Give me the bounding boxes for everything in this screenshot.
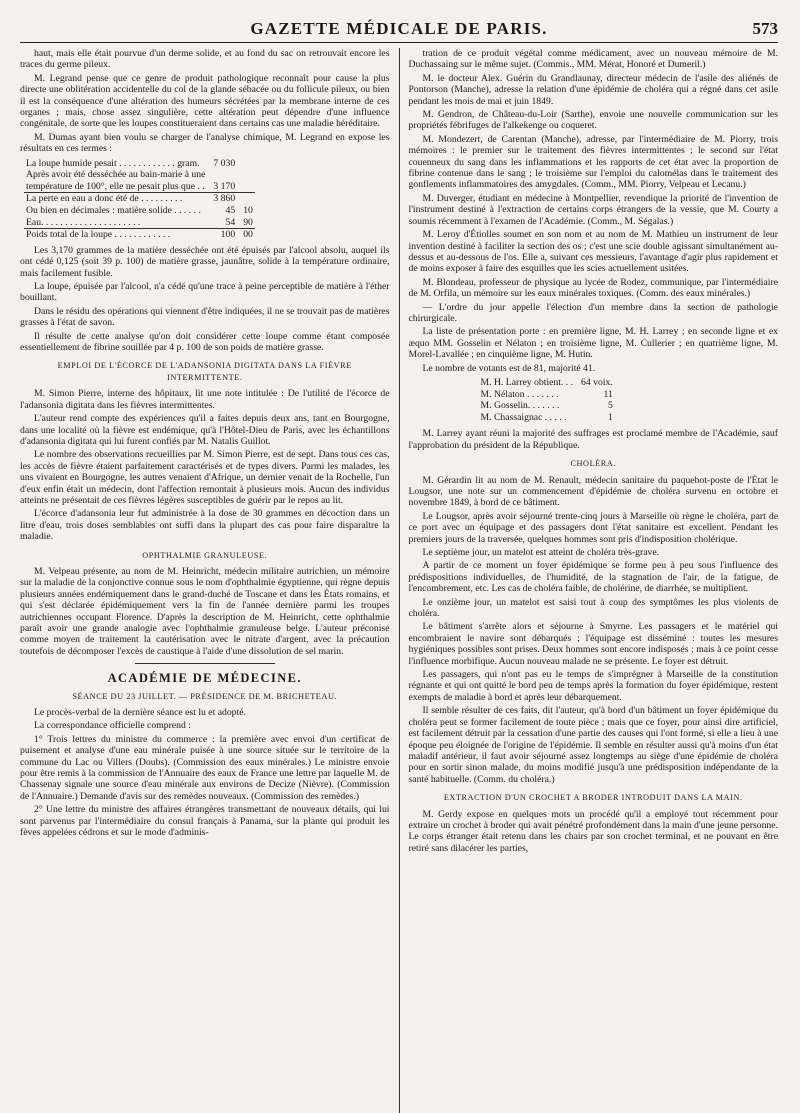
paragraph: La liste de présentation porte : en première ligne, M. H. Larrey ; en seconde ligne et ex æquo MM. Gosselin et Nélaton ; en troisième ligne, M. Cullerier ; en quatrième ligne, M. Morel-Lavallée ; en cinquième ligne, M. Hutin. — [408, 326, 778, 361]
paragraph: A partir de ce moment un foyer épidémique se forme peu à peu sous l'influence des prédispositions individuelles, de l'humidité, de la stagnation de l'air, de la fatigue, de l'encombrement, etc. Les cas de choléra faible, de cholérine, de diarrhée, se multiplient. — [408, 560, 778, 595]
section-heading: OPHTHALMIE GRANULEUSE. — [142, 550, 268, 560]
divider — [135, 663, 275, 664]
vote-row: M. Gosselin. . . . . . . 5 — [480, 400, 613, 412]
paragraph: M. Blondeau, professeur de physique au lycée de Rodez, communique, par l'intermédiaire de M. Orfila, un mémoire sur les eaux minérales toxiques. (Comm. des eaux minérales.) — [408, 276, 778, 300]
paragraph: M. Legrand pense que ce genre de produit pathologique reconnaît pour cause la plus directe une oblitération accidentelle du col de la glande sébacée ou du follicule pileux, ou bien il est la conséquence d'une altération des humeurs sécrétées par la membrane interne de ces organes ; mais, chose assez singulière, cette altération peut dépendre d'une influence congénitale, de sorte que les loupes constitueraient dans certains cas une maladie héréditaire. — [20, 72, 390, 130]
analysis-row: La loupe humide pesait . . . . . . . . . . . . gram. 7 030 — [26, 157, 236, 169]
paragraph: Le septième jour, un matelot est atteint de choléra très-grave. — [422, 547, 660, 558]
text-columns — [20, 48, 778, 1113]
paragraph: M. Gérardin lit au nom de M. Renault, médecin sanitaire du paquebot-poste de l'État le Lougsor, une note sur un commencement d'épidémie de choléra survenu en octobre et novembre 1849, à bord de ce bâtiment. — [408, 474, 778, 509]
right-column — [400, 48, 779, 1113]
paragraph: Dans le résidu des opérations qui viennent d'être indiquées, il ne se trouvait pas de matières grasses à l'état de savon. — [20, 305, 390, 329]
section-heading: CHOLÉRA. — [570, 459, 616, 469]
analysis-row: La perte en eau a donc été de . . . . . . . . . 3 860 — [24, 193, 255, 205]
paragraph: 2° Une lettre du ministre des affaires étrangères transmettant de nouveaux détails, qui lui sont parvenus par l'intermédiaire du consul français à Panama, sur la plante qui produit les fèves appelées cédrons et sur le mode d'adminis- — [20, 804, 390, 839]
paragraph: Les 3,170 grammes de la matière desséchée ont été épuisés par l'alcool absolu, auquel ils ont cédé 0,125 (soit 39 p. 100) de matière grasse, jaunâtre, solide à la température ordinaire, mais facilement fusible. — [20, 244, 390, 279]
paragraph: Il semble résulter de ces faits, dit l'auteur, qu'à bord d'un bâtiment un foyer épidémique du choléra peut se former facilement de toute pièce ; mais que ce foyer, pour ainsi dire artificiel, est facilement détruit par la cessation d'une partie des causes qui l'ont formé, si elle a lieu à une époque peu éloignée de l'origine de l'épidémie. Il semble en résulter aussi qu'à moins d'un état maladif antérieur, il faut avoir séjourné assez longtemps au siège d'une épidémie de choléra pour en sortir sinon malade, du moins modifié jusqu'à une prédisposition indépendante de la santé habituelle. (Comm. du choléra.) — [408, 705, 778, 785]
section-heading: EMPLOI DE L'ÉCORCE DE L'ADANSONIA DIGITATA DANS LA FIÈVRE INTERMITTENTE. — [57, 361, 352, 382]
paragraph: Le Lougsor, après avoir séjourné trente-cinq jours à Marseille où règne le choléra, part de ce port avec un équipage et des passagers dont l'état sanitaire est excellent. Pendant les premiers jours de la traversée, quelques hommes sont pris d'indisposition cholérique. — [408, 510, 778, 545]
paragraph: — L'ordre du jour appelle l'élection d'un membre dans la section de pathologie chirurgicale. — [408, 301, 778, 324]
votes-table — [479, 377, 615, 423]
paragraph: M. Gendron, de Château-du-Loir (Sarthe), envoie une nouvelle communication sur les propriétés fébrifuges de l'alkekenge ou coqueret. — [408, 109, 778, 132]
left-column — [20, 48, 400, 1113]
paragraph: Le nombre des observations recueillies par M. Simon Pierre, est de sept. Dans tous ces cas, les accès de fièvre étaient parfaitement caractérisés et de types divers. Parmi les malades, les uns vivaient en Bourgogne, les autres venaient d'Afrique, un dernier venait de la Rochelle, l'un d'eux enfin était un médecin, dont l'affection remontait à plusieurs mois. Aucun des individus atteints ne présentait de ces fièvres légères susceptibles de guérir par le repos au lit. — [20, 449, 390, 506]
page-header — [20, 18, 778, 43]
paragraph: M. Larrey ayant réuni la majorité des suffrages est proclamé membre de l'Académie, sauf l'approbation du président de la République. — [408, 428, 778, 451]
paragraph: L'écorce d'adansonia leur fut administrée à la dose de 30 grammes en décoction dans un litre d'eau, trois doses semblables ont suffi dans la plupart des cas pour faire disparaître la maladie. — [20, 508, 390, 543]
paragraph: La correspondance officielle comprend : — [34, 720, 191, 732]
paragraph: M. Velpeau présente, au nom de M. Heinricht, médecin militaire autrichien, un mémoire sur la maladie de la conjonctive connue sous le nom d'ophthalmie égyptienne, qui règne depuis plusieurs années endémiquement dans le grand-duché de Toscane et dans les États romains, et qui s'est déclarée épidémiquement vers la fin de l'année dernière parmi les troupes autrichiennes occupant Florence. D'après la description de M. Heinricht, cette ophthalmie paraît avoir une grande analogie avec l'ophthalmie granuleuse belge. L'auteur préconise comme moyen de traitement la cautérisation avec le nitrate d'argent, avec la précaution toutefois de décomposer l'excès de caustique à l'aide d'une dissolution de sel marin. — [20, 565, 390, 657]
analysis-row: Après avoir été desséchée au bain-marie à une — [26, 169, 206, 181]
journal-title: GAZETTE MÉDICALE DE PARIS. — [250, 19, 548, 38]
paragraph: M. Leroy d'Étiolles soumet en son nom et au nom de M. Mathieu un instrument de leur invention destiné à faciliter la section des os ; c'est une scie double agissant simultanément au-dessus et au-dessous de l'os. Elle a, suivant ces messieurs, l'avantage d'agir plus rapidement et de moins exposer à faire des esquilles que les scies actuellement usitées. — [408, 229, 778, 275]
paragraph: M. Mondezert, de Carentan (Manche), adresse, par l'intermédiaire de M. Piorry, trois mémoires : le premier sur le traitement des fièvres intermittentes ; le second sur l'état couenneux du sang dans les inflammations et les rapports de cet état avec la proportion de fibrine contenue dans le sang ; le troisième sur l'emploi du calomélas dans le traitement des gonflements inflammatoires des amygdales. (Comm., MM. Piorry, Velpeau et Lecanu.) — [408, 133, 778, 191]
paragraph: Le onzième jour, un matelot est saisi tout à coup des symptômes les plus violents de choléra. — [408, 596, 778, 620]
paragraph: tration de ce produit végétal comme médicament, avec un nouveau mémoire de M. Duchassaing sur le même sujet. (Commis., MM. Mérat, Honoré et Dumeril.) — [408, 48, 778, 71]
analysis-row: température de 100°, elle ne pesait plus que . . 3 170 — [26, 180, 236, 192]
session-heading: SÉANCE DU 23 JUILLET. — PRÉSIDENCE DE M. BRICHETEAU. — [72, 691, 338, 701]
paragraph: Il résulte de cette analyse qu'on doit considérer cette loupe comme étant composée essentiellement de fibrine souillée par 4 p. 100 de son poids de matière grasse. — [20, 330, 390, 354]
academy-heading: ACADÉMIE DE MÉDECINE. — [107, 671, 302, 686]
paragraph: Les passagers, qui n'ont pas eu le temps de s'imprégner à Marseille de la constitution régnante et qui ont quitté le bord peu de temps après la formation du foyer épidémique, restent exempts de maladie à bord et après leur débarquement. — [408, 669, 778, 703]
paragraph: L'auteur rend compte des expériences qu'il a faites depuis deux ans, tant en Bourgogne, dans une localité où la fièvre est endémique, qu'à l'Hôtel-Dieu de Paris, avec les échantillons d'adansonia digitata qui lui furent confiés par M. Natalis Guillot. — [20, 413, 390, 447]
analysis-row: Ou bien en décimales : matière solide . . . . . . 45 10 — [26, 205, 253, 217]
analysis-table — [24, 158, 255, 241]
paragraph: La loupe, épuisée par l'alcool, n'a cédé qu'une trace à peine perceptible de matière à l'éther bouillant. — [20, 281, 390, 304]
section-heading: EXTRACTION D'UN CROCHET A BRODER INTRODUIT DANS LA MAIN. — [443, 793, 743, 803]
vote-row: M. Chassaignac . . . . . 1 — [480, 411, 613, 423]
paragraph: Le procès-verbal de la dernière séance est lu et adopté. — [34, 707, 246, 719]
paragraph: M. Gerdy expose en quelques mots un procédé qu'il a employé tout récemment pour extraire un crochet à broder qui avait pénétré profondément dans la main d'une jeune personne. Le corps étranger était retenu dans les chairs par son crochet terminal, et ne pouvant en être retiré sans dilacérer les parties, — [408, 808, 778, 854]
paragraph: M. Dumas ayant bien voulu se charger de l'analyse chimique, M. Legrand en expose les résultats en ces termes : — [20, 131, 390, 155]
analysis-row: Eau. . . . . . . . . . . . . . . . . . . . . 54 90 — [26, 216, 253, 228]
vote-row: M. H. Larrey obtient. . . 64 voix. — [480, 376, 613, 388]
paragraph: M. Duverger, étudiant en médecine à Montpellier, revendique la priorité de l'invention de l'instrument destiné à l'extraction de certains corps étrangers de la vessie, que M. Courty a soumis récemment à l'examen de l'Académie. (Comm., M. Ségalas.) — [408, 192, 778, 227]
paragraph: M. le docteur Alex. Guérin du Grandlaunay, directeur médecin de l'asile des aliénés de Pontorson (Manche), adresse la relation d'une épidémie de choléra qui a régné dans cet asile pendant les mois de mai et juin 1849. — [408, 72, 778, 107]
vote-row: M. Nélaton . . . . . . . 11 — [480, 388, 613, 400]
paragraph: M. Simon Pierre, interne des hôpitaux, lit une note intitulée : De l'utilité de l'écorce de l'adansonia digitata dans les fièvres intermittentes. — [20, 388, 390, 411]
paragraph: Le bâtiment s'arrête alors et séjourne à Smyrne. Les passagers et le matériel qui encombraient le navire sont débarqués ; l'équipage est disséminé : toutes les mesures hygiéniques possibles sont prises. Deux hommes sont encore indisposés ; mais à ce point cesse l'influence morbifique. Aucun nouveau malade ne se présente. Le foyer est détruit. — [408, 621, 778, 667]
paragraph: 1° Trois lettres du ministre du commerce : la première avec envoi d'un certificat de puisement et analyse d'une eau minérale puisée à une source située sur le territoire de la commune du Lac ou Villers (Doubs). (Commission des eaux minérales.) Le ministre envoie pour être remis à la commission de l'Annuaire des eaux de France une lettre par laquelle M. de Chassenay signale une source d'eau minérale aux environs de Decize (Nièvre). (Commission de l'Annuaire.) Demande d'avis sur des remèdes nouveaux. (Commission des remèdes.) — [20, 733, 390, 802]
paragraph: Le nombre de votants est de 81, majorité 41. — [422, 362, 596, 374]
paragraph: haut, mais elle était pourvue d'un derme solide, et au fond du sac on retrouvait encore les traces du germe pileux. — [20, 48, 390, 71]
page-number: 573 — [752, 19, 778, 38]
analysis-row: Poids total de la loupe . . . . . . . . . . . . 100 00 — [26, 229, 253, 241]
